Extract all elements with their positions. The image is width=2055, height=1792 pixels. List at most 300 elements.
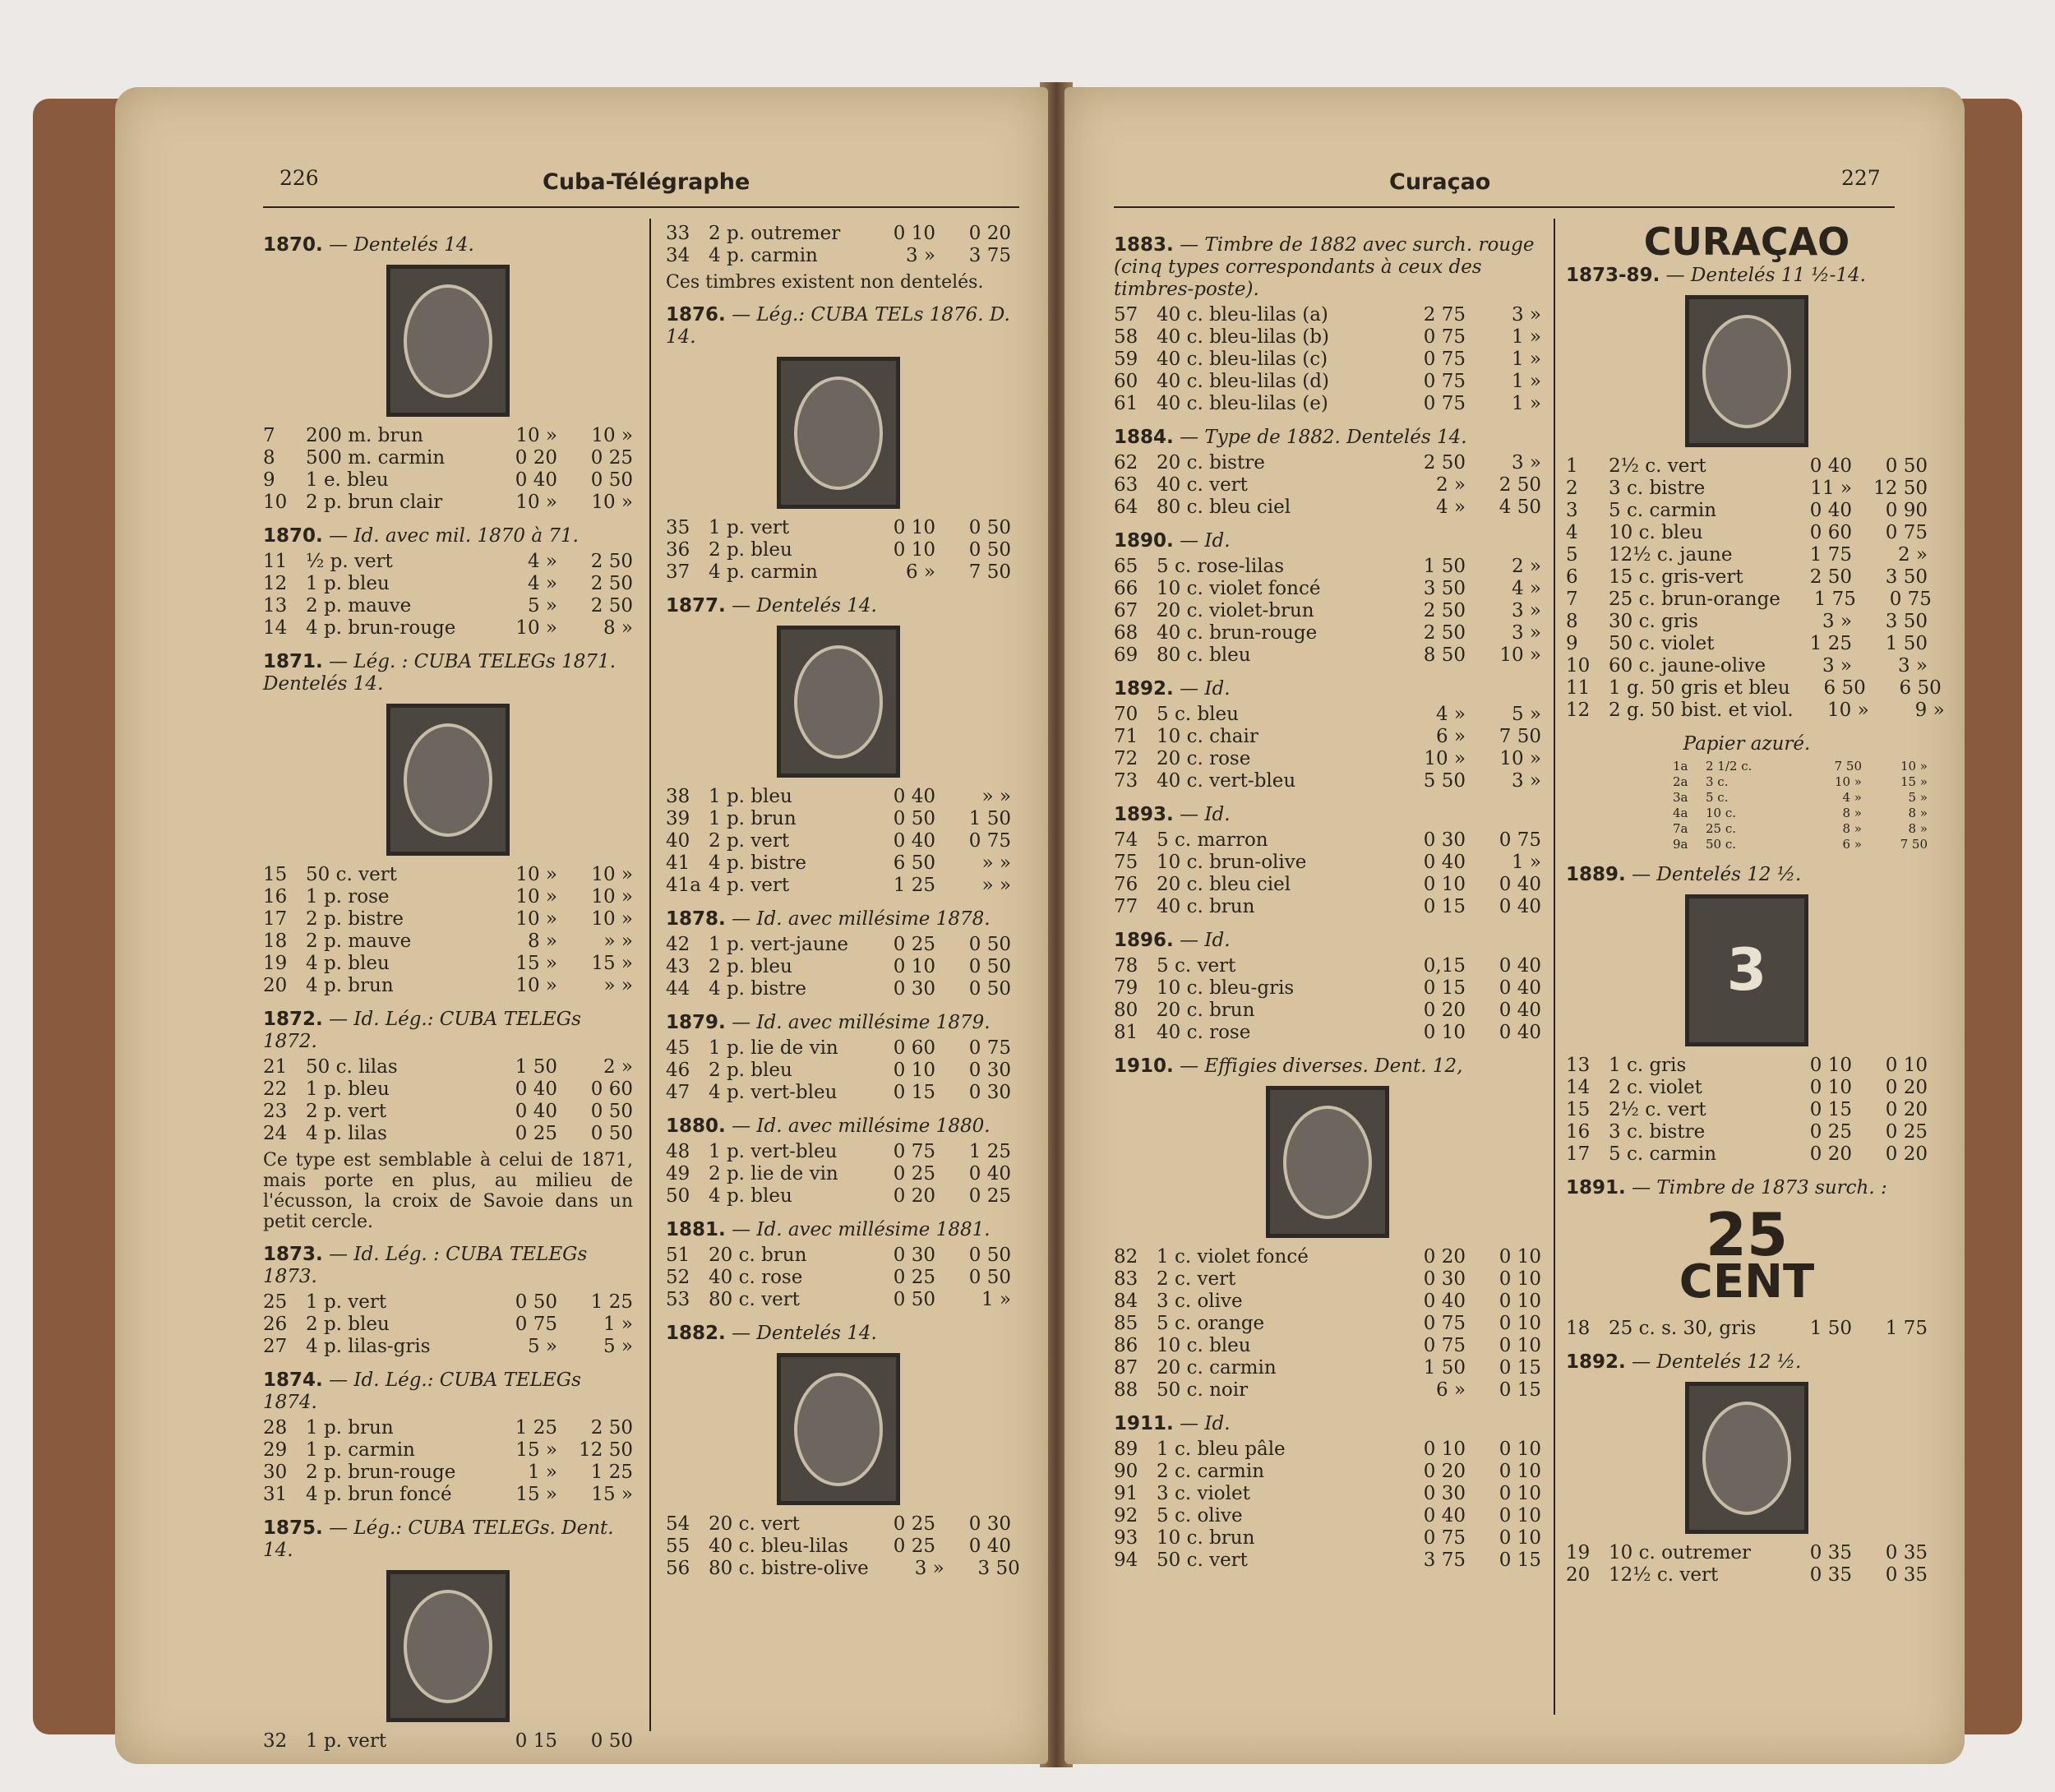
- surcharge-overprint: [1566, 1200, 1928, 1309]
- issue-description: — Id. avec millésime 1879.: [732, 1012, 991, 1033]
- catalogue-row: [1566, 700, 1945, 722]
- catalogue-row: [1114, 1357, 1541, 1379]
- price-mint: 6 »: [1842, 837, 1862, 852]
- issue-year: 1872.: [263, 1009, 323, 1030]
- left-column-2: [666, 223, 1020, 1580]
- stamp-description: 10 c. outremer: [1609, 1542, 1752, 1563]
- catalogue-row: [1566, 837, 1928, 852]
- stamp-description: 20 c. vert: [709, 1513, 800, 1535]
- price-used: 1 »: [981, 1289, 1011, 1310]
- catalogue-row: [666, 852, 1011, 875]
- price-used: 0 40: [1499, 896, 1541, 917]
- price-mint: 0 15: [515, 1730, 557, 1752]
- catalogue-row: [1114, 600, 1541, 622]
- right-header-rule: [1114, 206, 1895, 208]
- catalogue-number: 4a: [1673, 806, 1688, 820]
- price-mint: 10 »: [1424, 748, 1466, 769]
- price-used: 1 25: [590, 1291, 633, 1313]
- price-used: 0 90: [1885, 500, 1928, 521]
- catalogue-number: 11: [1566, 677, 1591, 699]
- price-mint: 0 15: [893, 1082, 935, 1103]
- issue-description: — Timbre de 1882 avec surch. rouge (cinq types correspondants à ceux des timbres-poste).: [1114, 234, 1535, 300]
- price-mint: 0 75: [1423, 349, 1466, 370]
- catalogue-row: [1114, 1461, 1541, 1483]
- catalogue-number: 3a: [1673, 790, 1688, 805]
- stamp-description: 5 c. rose-lilas: [1157, 556, 1285, 577]
- price-mint: 0 25: [1809, 1121, 1852, 1143]
- price-used: 8 »: [603, 617, 633, 639]
- price-used: 0 10: [1499, 1291, 1541, 1312]
- stamp-description: 1 p. vert: [306, 1291, 387, 1313]
- issue-year: 1892.: [1566, 1351, 1626, 1373]
- catalogue-row: [263, 1730, 633, 1753]
- issue-year: 1875.: [263, 1517, 323, 1539]
- catalogue-number: 17: [1566, 1143, 1591, 1165]
- catalogue-row: [1566, 566, 1928, 589]
- catalogue-number: 90: [1114, 1461, 1138, 1482]
- price-mint: 1 75: [1809, 544, 1852, 566]
- catalogue-number: 49: [666, 1163, 690, 1185]
- catalogue-number: 8: [263, 447, 275, 469]
- issue-year: 1890.: [1114, 530, 1174, 552]
- stamp-description: 2 p. vert: [306, 1101, 387, 1122]
- price-mint: 0 75: [1423, 393, 1466, 414]
- catalogue-row: [263, 595, 633, 617]
- stamp-emblem: [404, 284, 492, 398]
- price-mint: 0 20: [1423, 1461, 1466, 1482]
- surcharge-unit: CENT: [1679, 1255, 1815, 1309]
- catalogue-row: [1114, 1313, 1541, 1335]
- price-used: 2 »: [1897, 544, 1928, 566]
- price-mint: 5 »: [527, 595, 557, 617]
- catalogue-number: 28: [263, 1417, 288, 1439]
- issue-description: — Id.: [1180, 530, 1231, 552]
- price-mint: 0 75: [1423, 371, 1466, 392]
- issue-year: 1878.: [666, 908, 726, 930]
- price-mint: 0 30: [1423, 1268, 1466, 1290]
- price-used: 3 »: [1511, 304, 1541, 326]
- stamp-illustration: [1685, 1382, 1808, 1534]
- catalogue-number: 21: [263, 1056, 288, 1078]
- stamp-description: 2 p. bleu: [709, 1060, 792, 1081]
- price-used: 3 75: [968, 245, 1011, 266]
- catalogue-row: [666, 561, 1011, 584]
- price-mint: 0 50: [893, 1289, 935, 1310]
- stamp-description: 40 c. brun: [1157, 896, 1255, 917]
- price-mint: 4 »: [1435, 704, 1466, 725]
- stamp-illustration: [777, 357, 900, 509]
- price-mint: 6 »: [1435, 726, 1466, 747]
- stamp-description: 5 c. carmin: [1609, 500, 1717, 521]
- catalogue-row: [263, 953, 633, 975]
- stamp-description: 4 p. carmin: [709, 561, 818, 583]
- catalogue-number: 75: [1114, 852, 1138, 873]
- price-used: 0 30: [968, 1060, 1011, 1081]
- price-mint: 15 »: [515, 1439, 557, 1461]
- issue-description: — Dentelés 12 ½.: [1632, 864, 1802, 885]
- stamp-description: 10 c. bleu: [1157, 1335, 1251, 1356]
- price-used: 0 75: [968, 830, 1011, 852]
- stamp-description: 2 p. lie de vin: [709, 1163, 838, 1185]
- catalogue-number: 91: [1114, 1483, 1138, 1504]
- issue-heading: [1114, 1055, 1541, 1078]
- stamp-description: 4 p. bistre: [709, 852, 807, 874]
- catalogue-row: [1114, 1335, 1541, 1357]
- price-mint: 3 »: [914, 1558, 944, 1579]
- stamp-description: 40 c. brun-rouge: [1157, 622, 1318, 644]
- price-mint: 0 20: [1423, 1000, 1466, 1021]
- price-mint: 4 »: [1842, 790, 1862, 805]
- price-mint: 10 »: [1827, 700, 1869, 721]
- catalogue-row: [263, 425, 633, 447]
- price-used: 2 50: [590, 573, 633, 594]
- catalogue-number: 41a: [666, 875, 701, 896]
- stamp-description: 2 c. violet: [1609, 1077, 1702, 1098]
- price-mint: 2 75: [1423, 304, 1466, 326]
- catalogue-number: 50: [666, 1185, 690, 1207]
- stamp-description: 200 m. brun: [306, 425, 423, 446]
- price-mint: 3 50: [1423, 578, 1466, 599]
- stamp-description: 1 p. bleu: [306, 1078, 390, 1100]
- stamp-emblem: [1702, 315, 1791, 428]
- catalogue-row: [1114, 1246, 1541, 1268]
- stamp-description: 1 p. vert-jaune: [709, 934, 848, 955]
- price-used: 4 »: [1511, 578, 1541, 599]
- catalogue-row: [1114, 896, 1541, 918]
- issue-description: — Timbre de 1873 surch. :: [1632, 1177, 1887, 1199]
- catalogue-row: [1114, 1379, 1541, 1402]
- price-mint: 0 10: [1809, 1077, 1852, 1098]
- issue-year: 1874.: [263, 1369, 323, 1391]
- catalogue-number: 86: [1114, 1335, 1138, 1356]
- catalogue-row: [263, 1101, 633, 1123]
- issue-description: — Id.: [1180, 678, 1231, 700]
- price-mint: 8 »: [1842, 806, 1862, 820]
- price-mint: 0 10: [893, 1060, 935, 1081]
- catalogue-row: [263, 1123, 633, 1145]
- price-used: 1 »: [1511, 326, 1541, 348]
- catalogue-number: 3: [1566, 500, 1578, 521]
- price-mint: 0 15: [1809, 1099, 1852, 1120]
- issue-heading: [666, 1115, 1011, 1138]
- catalogue-row: [1114, 955, 1541, 977]
- catalogue-number: 1a: [1673, 759, 1688, 774]
- catalogue-row: [1566, 1055, 1928, 1077]
- catalogue-number: 11: [263, 551, 288, 572]
- catalogue-row: [1566, 455, 1928, 478]
- catalogue-note: Ce type est semblable à celui de 1871, mais porte en plus, au milieu de l'écusson, la croix de Savoie dans un petit cercle.: [263, 1150, 633, 1232]
- issue-year: 1870.: [263, 234, 323, 256]
- catalogue-row: [666, 830, 1011, 852]
- catalogue-number: 43: [666, 956, 690, 977]
- price-mint: 0 75: [1423, 1335, 1466, 1356]
- stamp-description: 3 c. violet: [1157, 1483, 1250, 1504]
- catalogue-number: 13: [263, 595, 288, 617]
- catalogue-row: [1114, 1268, 1541, 1291]
- catalogue-row: [1114, 622, 1541, 644]
- stamp-description: 5 c. olive: [1157, 1505, 1243, 1526]
- catalogue-number: 62: [1114, 452, 1138, 473]
- stamp-illustration: [777, 1353, 900, 1505]
- stamp-description: 10 c. brun-olive: [1157, 852, 1307, 873]
- stamp-description: 40 c. bleu-lilas (c): [1157, 349, 1328, 370]
- catalogue-row: [263, 864, 633, 886]
- catalogue-number: 85: [1114, 1313, 1138, 1334]
- issue-description: — Dentelés 12 ½.: [1632, 1351, 1802, 1373]
- price-mint: 1 25: [1809, 633, 1852, 654]
- stamp-description: 2 g. 50 bist. et viol.: [1609, 700, 1794, 721]
- right-page: [1064, 87, 1965, 1764]
- stamp-description: 20 c. bistre: [1157, 452, 1265, 473]
- stamp-description: 2 p. bleu: [709, 956, 792, 977]
- price-mint: 2 50: [1423, 600, 1466, 621]
- price-mint: 0 20: [1423, 1246, 1466, 1268]
- stamp-description: 40 c. rose: [709, 1267, 803, 1288]
- stamp-description: 5 c. carmin: [1609, 1143, 1717, 1165]
- price-mint: 2 50: [1423, 452, 1466, 473]
- catalogue-number: 51: [666, 1245, 690, 1266]
- issue-description: — Id.: [1180, 804, 1231, 825]
- right-column-2: [1566, 219, 1945, 1586]
- issue-heading: [263, 1009, 633, 1053]
- price-mint: 10 »: [515, 975, 557, 996]
- price-mint: 15 »: [515, 1484, 557, 1505]
- stamp-description: 3 c. bistre: [1609, 478, 1706, 499]
- price-mint: 0 40: [515, 469, 557, 491]
- price-mint: 0 30: [893, 1245, 935, 1266]
- price-used: 0 35: [1885, 1542, 1928, 1563]
- issue-heading: [1566, 1351, 1928, 1374]
- catalogue-number: 22: [263, 1078, 288, 1100]
- catalogue-number: 47: [666, 1082, 690, 1103]
- price-used: 1 75: [1885, 1318, 1928, 1339]
- catalogue-number: 66: [1114, 578, 1138, 599]
- stamp-description: 40 c. bleu-lilas (a): [1157, 304, 1328, 326]
- stamp-description: 20 c. bleu ciel: [1157, 874, 1291, 895]
- catalogue-note: Ces timbres existent non dentelés.: [666, 272, 984, 293]
- stamp-description: 20 c. brun: [709, 1245, 807, 1266]
- catalogue-number: 7: [263, 425, 275, 446]
- issue-heading: [666, 595, 1011, 617]
- price-used: 0 10: [1499, 1268, 1541, 1290]
- catalogue-number: 14: [1566, 1077, 1591, 1098]
- price-used: 0 40: [1499, 874, 1541, 895]
- catalogue-number: 26: [263, 1314, 288, 1335]
- issue-description: — Id. avec millésime 1878.: [732, 908, 991, 930]
- price-used: » »: [603, 975, 633, 996]
- price-mint: 10 »: [1834, 774, 1862, 789]
- price-used: 8 »: [1908, 806, 1928, 820]
- catalogue-row: [1114, 556, 1541, 578]
- stamp-description: 4 p. bleu: [306, 953, 390, 974]
- catalogue-number: 8: [1566, 611, 1578, 632]
- price-used: 4 50: [1499, 496, 1541, 518]
- catalogue-number: 87: [1114, 1357, 1138, 1379]
- issue-heading: [1566, 265, 1928, 287]
- catalogue-number: 65: [1114, 556, 1138, 577]
- stamp-description: 2 p. bleu: [306, 1314, 390, 1335]
- catalogue-row: [1114, 1550, 1541, 1572]
- catalogue-number: 24: [263, 1123, 288, 1144]
- stamp-description: 20 c. brun: [1157, 1000, 1255, 1021]
- price-used: 0 20: [1885, 1077, 1928, 1098]
- price-mint: 0 15: [1423, 896, 1466, 917]
- price-used: 9 »: [1914, 700, 1945, 721]
- issue-description: — Lég. : CUBA TELEGs 1871. Dentelés 14.: [263, 651, 616, 695]
- price-mint: 0 20: [1809, 1143, 1852, 1165]
- stamp-description: 40 c. vert-bleu: [1157, 770, 1296, 792]
- stamp-description: 40 c. bleu-lilas (d): [1157, 371, 1329, 392]
- stamp-description: 25 c. s. 30, gris: [1609, 1318, 1757, 1339]
- issue-description: — Dentelés 14.: [329, 234, 474, 256]
- catalogue-row: [1566, 589, 1932, 611]
- price-mint: 15 »: [515, 953, 557, 974]
- price-mint: 0 10: [1423, 1022, 1466, 1043]
- price-mint: 2 »: [1435, 474, 1466, 496]
- price-used: 2 50: [590, 551, 633, 572]
- price-used: 0 50: [968, 934, 1011, 955]
- price-mint: 5 »: [527, 1336, 557, 1357]
- price-mint: 0 40: [1423, 1505, 1466, 1526]
- stamp-description: 10 c. bleu-gris: [1157, 977, 1295, 999]
- catalogue-row: [263, 573, 633, 595]
- price-used: 10 »: [1499, 644, 1541, 666]
- catalogue-number: 92: [1114, 1505, 1138, 1526]
- stamp-emblem: [1283, 1106, 1372, 1219]
- price-mint: 0 60: [1809, 522, 1852, 543]
- price-used: 10 »: [591, 908, 633, 930]
- issue-description: — Effigies diverses. Dent. 12,: [1180, 1055, 1463, 1077]
- catalogue-row: [1566, 1542, 1928, 1564]
- catalogue-number: 41: [666, 852, 690, 874]
- stamp-description: 1 p. brun: [709, 808, 797, 829]
- price-used: 1 »: [603, 1314, 633, 1335]
- catalogue-row: [666, 808, 1011, 830]
- price-used: 0 40: [1499, 1000, 1541, 1021]
- issue-year: 1871.: [263, 651, 323, 672]
- stamp-illustration: [1266, 1086, 1389, 1238]
- catalogue-number: 74: [1114, 829, 1138, 851]
- catalogue-row: [263, 1484, 633, 1506]
- issue-heading: [666, 1323, 1011, 1345]
- catalogue-row: [1566, 1143, 1928, 1166]
- catalogue-row: [666, 1536, 1011, 1558]
- catalogue-row: [666, 1513, 1011, 1536]
- price-used: 0 50: [590, 1123, 633, 1144]
- price-used: 5 »: [1908, 790, 1928, 805]
- catalogue-row: [1114, 304, 1541, 326]
- stamp-illustration: [1685, 295, 1808, 447]
- stamp-description: 25 c. brun-orange: [1609, 589, 1780, 610]
- price-used: 2 »: [603, 1056, 633, 1078]
- catalogue-number: 60: [1114, 371, 1138, 392]
- stamp-emblem: [404, 723, 492, 837]
- catalogue-row: [263, 617, 633, 640]
- price-used: 2 50: [1499, 474, 1541, 496]
- price-used: 0 15: [1499, 1379, 1541, 1401]
- stamp-description: 2 p. brun clair: [306, 492, 443, 513]
- stamp-description: 50 c. noir: [1157, 1379, 1249, 1401]
- catalogue-row: [1566, 806, 1928, 821]
- stamp-description: 40 c. rose: [1157, 1022, 1251, 1043]
- price-mint: 1 50: [1423, 556, 1466, 577]
- right-column-1: [1114, 223, 1541, 1572]
- catalogue-number: 9a: [1673, 837, 1688, 852]
- price-used: 0 50: [590, 1730, 633, 1752]
- price-mint: 0 75: [1423, 1313, 1466, 1334]
- catalogue-number: 33: [666, 223, 690, 244]
- price-used: 0 10: [1499, 1246, 1541, 1268]
- issue-year: 1877.: [666, 595, 726, 617]
- price-mint: 0 40: [515, 1078, 557, 1100]
- catalogue-row: [1566, 677, 1942, 700]
- catalogue-number: 14: [263, 617, 288, 639]
- catalogue-row: [263, 469, 633, 492]
- catalogue-row: [666, 978, 1011, 1000]
- issue-description: — Id. avec millésime 1881.: [732, 1219, 991, 1240]
- price-used: 2 50: [590, 1417, 633, 1439]
- catalogue-number: 73: [1114, 770, 1138, 792]
- price-mint: 0 75: [1423, 1527, 1466, 1549]
- issue-heading: [263, 525, 633, 547]
- stamp-description: 2 p. outremer: [709, 223, 841, 244]
- price-mint: 0 40: [1809, 455, 1852, 477]
- catalogue-row: [1566, 790, 1928, 806]
- catalogue-number: 84: [1114, 1291, 1138, 1312]
- catalogue-row: [666, 1163, 1011, 1185]
- stamp-description: 2½ c. vert: [1609, 1099, 1706, 1120]
- catalogue-row: [1114, 726, 1541, 748]
- catalogue-number: 7a: [1673, 821, 1688, 836]
- stamp-description: 3 c. olive: [1157, 1291, 1243, 1312]
- catalogue-number: 27: [263, 1336, 288, 1357]
- catalogue-row: [1566, 655, 1928, 677]
- price-mint: 6 50: [893, 852, 935, 874]
- price-mint: 2 50: [1423, 622, 1466, 644]
- issue-heading: [263, 651, 633, 695]
- catalogue-number: 25: [263, 1291, 288, 1313]
- catalogue-number: 13: [1566, 1055, 1591, 1076]
- catalogue-number: 59: [1114, 349, 1138, 370]
- catalogue-row: [666, 1185, 1011, 1208]
- stamp-description: 1 p. bleu: [306, 573, 390, 594]
- price-mint: 0,15: [1423, 955, 1466, 977]
- catalogue-row: [1566, 821, 1928, 837]
- stamp-illustration: [386, 704, 510, 856]
- price-mint: 6 50: [1823, 677, 1866, 699]
- left-page: [115, 87, 1048, 1764]
- stamp-description: 2 p. mauve: [306, 595, 412, 617]
- catalogue-number: 2a: [1673, 774, 1688, 789]
- price-used: 0 50: [1885, 455, 1928, 477]
- price-used: 0 25: [968, 1185, 1011, 1207]
- catalogue-row: [263, 1417, 633, 1439]
- catalogue-row: [1114, 1022, 1541, 1044]
- stamp-description: 2 p. brun-rouge: [306, 1462, 456, 1483]
- price-used: 0 10: [1499, 1335, 1541, 1356]
- catalogue-number: 15: [263, 864, 288, 885]
- price-mint: 1 25: [893, 875, 935, 896]
- stamp-description: 1 p. carmin: [306, 1439, 415, 1461]
- catalogue-row: [666, 956, 1011, 978]
- price-mint: 11 »: [1810, 478, 1852, 499]
- catalogue-row: [263, 1291, 633, 1314]
- price-mint: 0 75: [1423, 326, 1466, 348]
- stamp-description: 3 c. bistre: [1609, 1121, 1706, 1143]
- price-used: 7 50: [968, 561, 1011, 583]
- catalogue-number: 17: [263, 908, 288, 930]
- price-used: 0 35: [1885, 1564, 1928, 1586]
